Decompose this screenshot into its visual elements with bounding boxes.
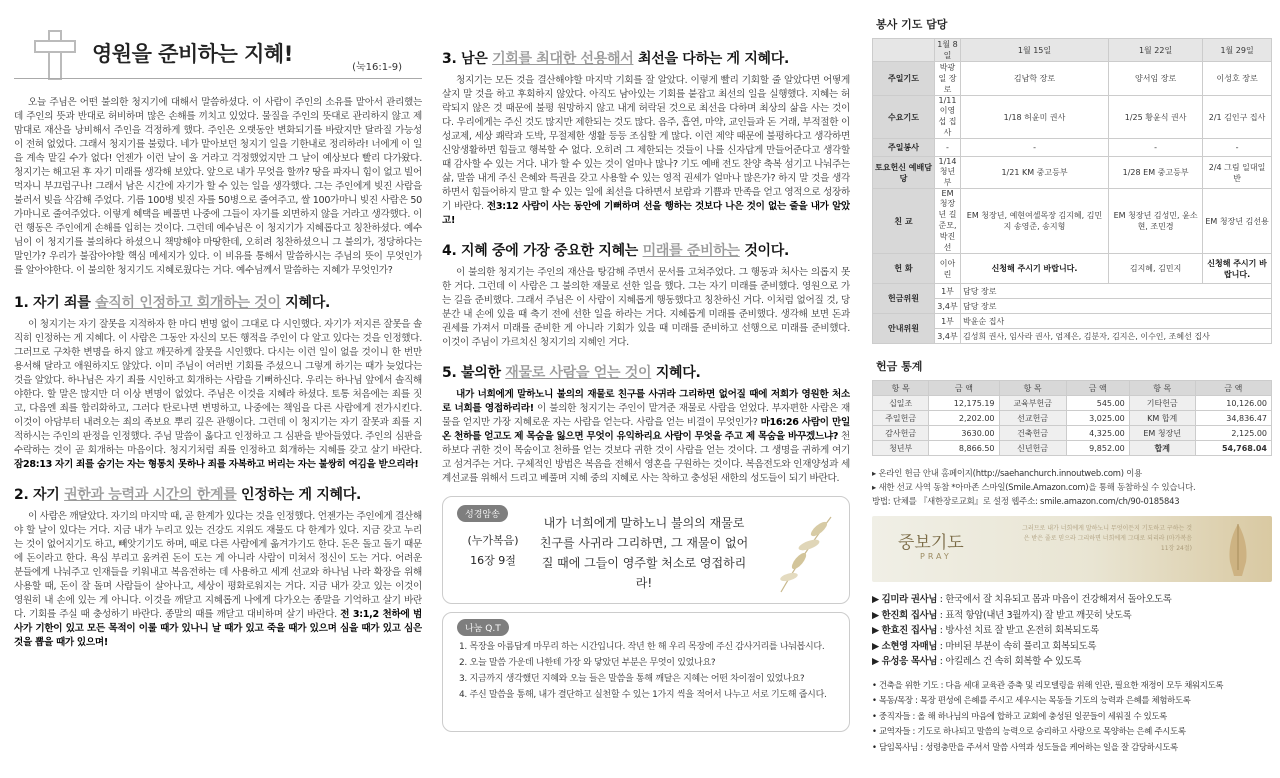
section-3-body: 청지기는 모든 것을 결산해야할 마지막 기회를 잘 알았다. 이렇게 빨리 기회할 줄 알았다면 어떻게 살지 말 것을 하고 후회하지 않았다. 아직도 남아있는 기회를 붙잡고 최선의 일을 실행했다. 지혜는 허락되지 않은 것 때문에 불평 원망하지 않고 내게 허락된 것으로 최선을 다하며 최상의 삶을 사는 것이다. 우리에게는 주신 것도 많지만 제한되는 것도 많다. 음주, 흡연, 마약, 교인들과 돈 거래, 부적절한 이성교제, 세상 쾌락과 도박, 무절제한 생활 등등 조심할 게 많다. 이런 제약 때문에 불평하다고 생각하면 신앙생활하면 힘들고 행복할 수 없다. 오히려 그 제한되는 것들이 나를 신자답게 만들어준다고 생각할 때 감사할 수 있는 거다. 내가 할 수 있는 것이 얼마나 많나? 기도 예배 전도 찬양 축복 섬기고 나눠주는 삶, 말씀 내게 주신 은혜와 특권을 갖고 사용할 수 있는 영적 권세가 얼마나 많은가? 하지 말 것을 생각하면서 힘들어하지 말고 할 수 있는 일에 최선을 다하면서 보람과 기쁨과 만족을 얻고 영적으로 성장하기 바란다. 전3:12 사람이 사는 동안에 기뻐하며 선을 행하는 것보다 나은 것이 없는 줄을 내가 알았고! — [442, 75, 850, 226]
service-schedule-table — [872, 38, 1272, 344]
list-item: ▶ 한진희 집사님 : 표적 항암(내년 3월까지) 잘 받고 깨끗히 낫도록 — [872, 609, 1132, 621]
info-column-right — [872, 0, 1272, 778]
section-4-body: 이 불의한 청지기는 주인의 재산을 탕감해 주면서 문서를 고쳐주었다. 그 행동과 처사는 의롭지 못한 거다. 그런데 이 사람은 그 불의한 재물로 선한 일을 했다. 그는 자기 미래를 준비했다. 영원으로 가는 길을 준비했다. 그래서 주님은 이 사람이 지혜롭게 행동했다고 칭찬하신 거다. 이처럼 없어질 것, 당분간 내 손에 있을 때 축기 전에 선한 일을 하라는 거다. 지혜롭게 미래를 준비했다. 생각해 보면 돈과 권세를 가져서 미래를 준비한 게 아니라 기회가 있을 때 미래를 준비하고 선행으로 미래를 준비했다. 이것이 주님이 가르치신 청지기의 지혜인 거다. — [442, 267, 850, 348]
table-row: 3,4부 담당 장로 — [873, 299, 1272, 314]
section-3-quote: 전3:12 사람이 사는 동안에 기뻐하며 선을 행하는 것보다 나은 것이 없는 줄을 내가 알았고! — [442, 201, 850, 226]
qt-item: 4. 주신 말씀을 통해, 내가 결단하고 실천할 수 있는 1가지 씩을 적어서 나누고 서로 기도해 줍시다. — [459, 690, 827, 700]
list-item: • 중직자들 : 올 해 하나님의 마음에 합하고 교회에 충성된 일꾼들이 세워질 수 있도록 — [872, 710, 1167, 721]
qt-item: 1. 목장을 아름답게 마무리 하는 시간입니다. 작년 한 해 우리 목장에 주신 감사거리를 나눠봅시다. — [459, 642, 825, 652]
section-1-body: 이 청지기는 자기 잘못을 지적하자 한 마디 변명 없이 그대로 다 시인했다. 자기가 저지른 잘못을 솔직히 인정하는 게 지혜다. 이 사람은 그동안 자신의 모든 행적을 주인이 다 알고 있다는 것을 인정했다. 그러므로 구차한 변명을 하지 않고 깨끗하게 잘못을 시인했다. 다시는 이런 일이 없을 것이니 한 번만 용서해 달라고 애원하지도 않았다. 이미 주님이 여러번 기회를 주셨으니 그렇게 하기는 때가 늦었다는 것을 알았다. 하나님은 자기 죄를 시인하고 회개하는 사람을 기뻐하신다. 우리는 하나님 앞에서 솔직해야한다. 할 말은 많지만 더 이상 변명이 없었다. 주님은 이것을 지혜라 하셨다. 토통 처음에는 죄를 짓고, 다음엔 죄를 합리화하고, 그러다 탄로나면 변명하고, 나중에는 책임을 다른 사람에게 전가시킨다. 이것이 아담부터 내려오는 죄의 족보요 뿌리 깊은 관행이다. 그런데 이 청지기는 자기 잘못과 죄를 지적하시는 주인의 판정을 인정했다. 주님 말씀이 옳다고 인정하고 그 심판을 받아들였다. 주인의 심판을 수락하는 것이 곧 회개하는 마음이다. 청지기처럼 죄를 인정하고 회개하는 지혜를 갖고 살기 바란다. 잠28:13 자기 죄를 숨기는 자는 형통치 못하나 죄를 자복하고 버리는 자는 불쌍히 여김을 받으리라! — [14, 319, 422, 470]
prayer-list — [872, 592, 1272, 670]
memory-verse-box — [442, 496, 850, 604]
table-row: 헌 화 이아린 신청해 주시기 바랍니다. 김지혜, 김민지 신청해 주시기 바랍니다. — [873, 254, 1272, 284]
list-item: • 담임목사님 : 성령충만을 주셔서 말씀 사역과 성도들을 케어하는 일을 잘 감당하시도록 — [872, 741, 1178, 752]
table-row: 3,4부 김성희 권사, 임사라 권사, 엄제은, 김분자, 김지은, 이수인, 조혜선 집사 — [873, 329, 1272, 344]
table-row: 친 교 EM 청장년 길준모,박진선 EM 청장년, 예현여셀목장 김지혜, 김민지 송영준, 송지형 EM 청장년 김성민, 윤소현, 조민경 EM 청장년 김선용 — [873, 189, 1272, 254]
list-item: • 교역자들 : 기도로 하나되고 말씀의 능력으로 승리하고 사랑으로 목양하는 은혜 주시도록 — [872, 726, 1186, 736]
sermon-intro: 오늘 주님은 어떤 불의한 청지기에 대해서 말씀하셨다. 이 사람이 주인의 소유를 맡아서 관리했는데 주인의 뜻과 반대로 허비하며 많은 손해를 끼치고 있었다. 물질을 주인의 뜻대로 관리하지 않고 제 맘대로 재산을 낭비해서 주인을 걱정하게 했다. 주인은 오랫동안 변화되기를 바랐지만 달라질 가능성이 전혀 없었다. 그래서 청지기를 불렀다. 네가 맡아보던 청지기 일을 기한내로 정리하라! 너에게 이 일을 계속 맡길 수가 없다! 언젠가 이런 날이 올 거라고 걱정했었지만 그 날이 예상보다 빨리 다가왔다. 청지기는 해고된 후 자기 미래를 생각해 보았다. 앞으로 내가 무엇을 할까? 땅을 파자니 힘이 없고 빌어먹자니 부끄럽구나! 그래서 남은 시간에 자기가 할 수 있는 일을 생각했다. 그는 주인에게 빚진 사람을 불러서 빚을 삭감해 주었다. 기름 100병 빚진 자를 50병으로 줄여주고, 쌀 100가마니 빚진 사람은 50가마니로 줄여주었다. 이렇게 혜택을 베풀면 나중에 그들이 자기를 외면하지 않을 거라고 생각했다. 이런 행동은 주인에게 손해를 입히는 것이다. 그런데 예수님은 이 청지기가 지혜롭다고 칭찬하셨다. 예수님이 이 청지기를 불의하다 하셨으니 책망해야 마땅한데, 오히려 칭찬하셨으니 그 불의가, 정당하다는 말인가? 우리가 불잡아야할 핵심 메세지가 있다. 이 비유를 통해서 말씀하시는 주님의 뜻이 무엇인가를 알아야한다. 이 불의한 청지기도 지혜로웠다는 거다. 예수님께서 말씀하는 지혜가 무엇인가? — [14, 97, 422, 276]
list-item: ▶ 한효진 집사님 : 방사선 치료 잘 받고 온전히 회복되도록 — [872, 625, 1099, 636]
praying-hands-icon — [1212, 520, 1264, 578]
table-row: 수요기도 1/11 이영섭 집사 1/18 허윤미 권사 1/25 황윤식 권사 2/1 김인구 집사 — [873, 96, 1272, 139]
date-header: 1월 8일 — [935, 39, 961, 62]
prayer-banner-title: 중보기도 — [898, 533, 964, 553]
section-5-heading: 5. 불의한 재물로 사람을 얻는 것이 지혜다. — [442, 365, 701, 381]
sermon-title: 영원을 준비하는 지혜! — [92, 42, 293, 66]
qt-item: 2. 오늘 말씀 가운데 나한테 가장 와 닿았던 부분은 무엇이 있었나요? — [459, 658, 716, 668]
cross-icon — [34, 30, 76, 80]
section-2-heading: 2. 자기 권한과 능력과 시간의 한계를 인정하는 게 지혜다. — [14, 487, 362, 503]
list-item: ▶ 유성응 목사님 : 아킬레스 건 속히 회복할 수 있도록 — [872, 656, 1082, 667]
table-row: 헌금위원 1부 담당 장로 — [873, 284, 1272, 299]
table-row: 감사헌금 3630.00 건축헌금 4,325.00 EM 청장년 2,125.00 — [873, 426, 1272, 441]
memory-verse-reference: (누가복음) 16장 9절 — [467, 534, 519, 567]
online-offering-note: ▸ 온라인 헌금 안내 홈페이지(http://saehanchurch.innoutweb.com) 이용 — [872, 468, 1143, 478]
prayer-banner — [872, 516, 1272, 582]
offering-notes — [872, 466, 1272, 508]
qt-tag: 나눔 Q.T — [457, 619, 509, 636]
section-5-quote: 마16:26 사람이 만일 온 천하를 얻고도 제 목숨을 잃으면 무엇이 유익하리요 사람이 무엇을 주고 제 목숨을 바꾸겠느냐? — [442, 417, 850, 442]
scripture-reference: (눅16:1-9) — [352, 62, 402, 73]
date-header: 1월 29일 — [1203, 39, 1272, 62]
mission-note: ▸ 새한 선교 사역 동참 *아마존 스마일(Smile.Amazon.com)을 통해 동참하실 수 있습니다. — [872, 482, 1196, 492]
qt-list — [459, 639, 839, 703]
table-row: 주일헌금 2,202.00 선교헌금 3,025.00 KM 합계 34,836.47 — [873, 411, 1272, 426]
list-item: ▶ 김미라 권사님 : 한국에서 잘 치유되고 몸과 마음이 건강해져서 돌아오도록 — [872, 594, 1172, 605]
list-item: ▶ 소현영 자매님 : 마비된 부분이 속히 풀리고 회복되도록 — [872, 640, 1097, 652]
mission-method-note: 방법: 단체를 『새한장로교회』로 설정 웹주소: smile.amazon.com/ch/90-0185843 — [872, 496, 1180, 506]
section-5-lead: 내가 너희에게 말하노니 불의의 재물로 친구를 사귀라 그리하면 없어질 때에 저희가 영원한 처소로 너희를 영접하리라! — [442, 389, 850, 414]
table-row: 청년부 8,866.50 신년헌금 9,852.00 합계 54,768.04 — [873, 441, 1272, 456]
table-row: 안내위원 1부 박윤순 집사 — [873, 314, 1272, 329]
section-5-body: 내가 너희에게 말하노니 불의의 재물로 친구를 사귀라 그리하면 없어질 때에 저희가 영원한 처소로 너희를 영접하리라! 이 불의한 청지기는 주인이 맡겨준 재물로 사람을 얻었다. 부자편한 사람은 재물을 얻지만 가장 지혜로운 자는 사람을 얻는다. 사람을 얻는 비결이 무엇인가? 마16:26 사람이 만일 온 천하를 얻고도 제 목숨을 잃으면 무엇이 유익하리요 사람이 무엇을 주고 제 목숨을 바꾸겠느냐? 천하보다 귀한 것이 목숨이고 천하를 얻는 것보다 귀한 것이 사람을 얻는 것이다. 그 생명을 귀하게 여기고 섬겨주는 거다. 구체적인 방법은 복음을 전해서 영혼을 구원하는 것이다. 복음전도와 인재양성과 세계선교를 위해서 드리고 베풀며 지혜 중의 지혜로 사는 착하고 충성된 새한의 성도들이 되기 바란다. — [442, 389, 850, 484]
date-header: 1월 22일 — [1109, 39, 1203, 62]
qt-item: 3. 지금까지 생각했던 지혜와 오늘 들은 말씀을 통해 깨달은 지혜는 어떤 차이점이 있었나요? — [459, 674, 805, 684]
memory-verse-tag: 성경암송 — [457, 505, 508, 522]
prayer-banner-quote: 그러므로 내가 너희에게 말하노니 무엇이든지 기도하고 구하는 것은 받은 줄로 믿으라 그리하면 너희에게 그대로 되리라 (마가복음 11장 24절) — [1022, 525, 1192, 552]
date-header: 1월 15일 — [961, 39, 1109, 62]
leaf-decoration-icon — [761, 507, 841, 597]
corner-cell — [873, 39, 935, 62]
title-divider — [14, 78, 422, 79]
section-2-quote: 전 3:1,2 천하에 범사가 기한이 있고 모든 목적이 이룰 때가 있나니 날 때가 있고 죽을 때가 있으며 심을 때가 있고 심은 것을 뽑을 때가 있으며! — [14, 609, 422, 648]
offering-title: 헌금 통계 — [876, 360, 923, 373]
section-1-quote: 잠28:13 자기 죄를 숨기는 자는 형통치 못하나 죄를 자복하고 버리는 자는 불쌍히 여김을 받으리라! — [14, 459, 419, 470]
table-row: 십일조 12,175.19 교육부헌금 545.00 기타헌금 10,126.00 — [873, 396, 1272, 411]
sermon-column-left — [14, 0, 422, 778]
table-row: 주일봉사 - - - - — [873, 139, 1272, 157]
sermon-column-middle — [442, 0, 850, 778]
table-row: 토요헌신 예배담당 1/14 청년부 1/21 KM 중고등부 1/28 EM 중고등부 2/4 그림 일대일반 — [873, 157, 1272, 189]
table-row: 주일기도 박광일 장로 김남학 장로 양서임 장로 이성호 장로 — [873, 62, 1272, 96]
section-4-heading: 4. 지혜 중에 가장 중요한 지혜는 미래를 준비하는 것이다. — [442, 243, 790, 259]
prayer-banner-subtitle: PRAY — [920, 552, 952, 561]
offering-table: 항 목 금 액 항 목 금 액 항 목 금 액 십일조 12,175.19 교육부헌금 545.00 기타헌금 10,126.00 주일헌금 2,202.00 선교헌금 3,025.00 KM 합계 34,836.47 감사헌금 3630.00 건축헌금 4,325.00 EM 청장년 2,125.00 청년부 8,866.50 신년헌금 9,852.00 합계 54,768.04 — [872, 380, 1272, 456]
list-item: • 건축을 위한 기도 : 다음 세대 교육관 증축 및 리모델링을 위해 인관, 필요한 재정이 모두 채워지도록 — [872, 679, 1224, 690]
section-1-heading: 1. 자기 죄를 솔직히 인정하고 회개하는 것이 지혜다. — [14, 295, 330, 311]
memory-verse-text: 내가 너희에게 말하노니 불의의 재물로 친구를 사귀라 그리하면, 그 재물이 없어질 때에 그들이 영주할 처소로 영접하리라! — [539, 516, 749, 590]
section-2-body: 이 사람은 깨달았다. 자기의 마지막 때, 곧 한계가 있다는 것을 인정했다. 언젠가는 주인에게 결산해야 할 날이 있다는 거다. 지금 내가 누리고 있는 건강도 지위도 재물도 다 한계가 있다. 지금 갖고 누리는 것이 없어지기도 하고, 빼앗기기도 하며, 때로 다른 사람에게 옮겨가기도 한다. 돈은 돌고 돌기 때문에 돈이라고 한다. 욕심 부리고 움켜쥔 돈이 도는 게 아니라 사람이 미쳐서 정신이 도는 거다. 어려운 분들에게 나눠주고 인재들을 키워내고 복음전하는 데 사용하고 세계 선교와 하나님 나라 확장을 위해 사용할 때, 돈이 잘 돌며 사람들이 살아나고, 세상이 평화로워지는 거다. 지금 내가 갖고 있는 이것이 영원히 내 손에 있는 게 아니다. 이것을 깨닫고 지혜롭게 나에게 다가오는 종말을 기억하고 살기 바란다. 기회를 주실 때 충성하기 바란다. 종말의 때를 깨닫고 대비하며 살기 바란다. 전 3:1,2 천하에 범사가 기한이 있고 모든 목적이 이룰 때가 있나니 날 때가 있고 죽을 때가 있으며 심을 때가 있고 심은 것을 뽑을 때가 있으며! — [14, 511, 422, 648]
section-3-heading: 3. 남은 기회를 최대한 선용해서 최선을 다하는 게 지혜다. — [442, 51, 790, 67]
prayer-list-church — [872, 678, 1272, 756]
service-schedule-title: 봉사 기도 담당 — [876, 18, 948, 31]
list-item: • 목동/목장 : 목장 편성에 은혜를 주시고 세우시는 목동들 기도의 능력과 은혜를 체험하도록 — [872, 695, 1191, 705]
sermon-header — [14, 0, 422, 80]
qt-box — [442, 612, 850, 732]
